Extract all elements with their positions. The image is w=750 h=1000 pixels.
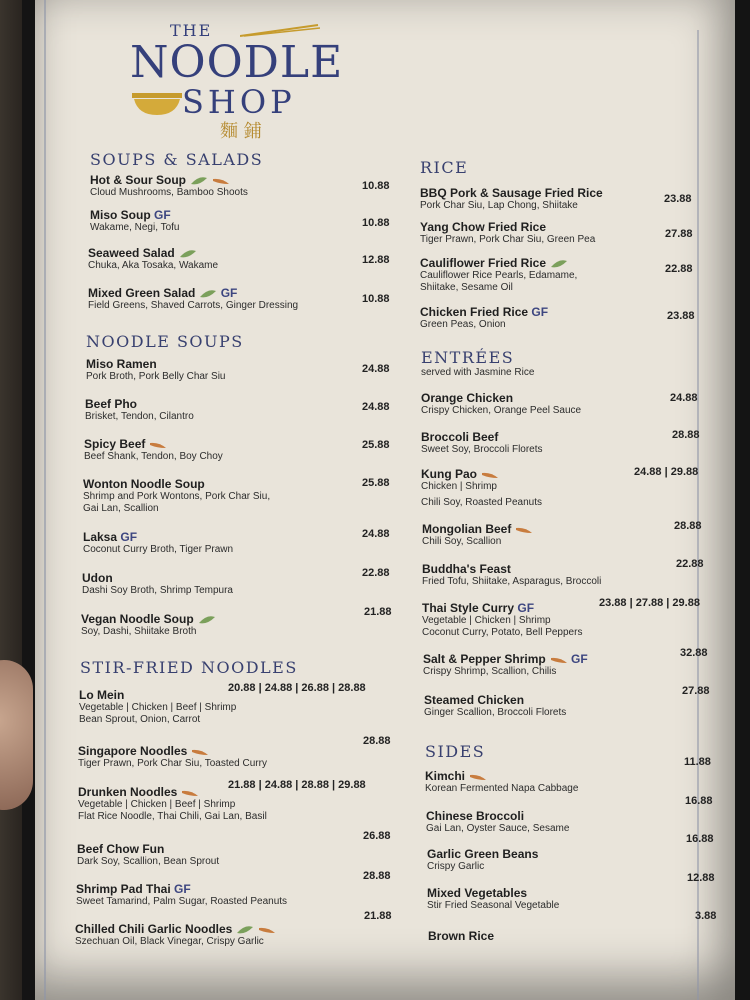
item-name: Lo Mein bbox=[79, 688, 125, 702]
section-title-rice: RICE bbox=[420, 158, 469, 177]
menu-item bbox=[422, 522, 533, 548]
item-price: 32.88 bbox=[680, 647, 708, 659]
item-name: Mixed Vegetables bbox=[427, 886, 528, 900]
item-price: 24.88 bbox=[670, 392, 698, 404]
menu-item bbox=[427, 886, 559, 912]
menu-item bbox=[423, 652, 588, 678]
item-description: Chuka, Aka Tosaka, Wakame bbox=[88, 260, 219, 271]
item-price: 25.88 bbox=[362, 439, 390, 451]
menu-item bbox=[420, 256, 577, 294]
section-title-noodle-soups: NOODLE SOUPS bbox=[86, 332, 244, 351]
menu-item bbox=[421, 391, 581, 417]
item-description-line2: Coconut Curry, Potato, Bell Peppers bbox=[422, 627, 583, 638]
item-price: 22.88 bbox=[665, 263, 693, 275]
item-name: Miso Ramen bbox=[86, 357, 157, 371]
item-price: 22.88 bbox=[362, 567, 390, 579]
item-name: Kimchi bbox=[425, 769, 466, 783]
item-name: Cauliflower Fried Rice bbox=[420, 256, 547, 270]
item-price: 11.88 bbox=[684, 756, 711, 768]
vegetarian-leaf-icon bbox=[198, 616, 216, 624]
item-name: Salt & Pepper Shrimp bbox=[423, 652, 546, 666]
item-name: Wonton Noodle Soup bbox=[83, 477, 205, 491]
menu-item bbox=[422, 601, 582, 639]
item-description: Sweet Soy, Broccoli Florets bbox=[421, 444, 543, 455]
item-price: 23.88 | 27.88 | 29.88 bbox=[599, 597, 700, 609]
item-price: 10.88 bbox=[362, 293, 390, 305]
item-name: Beef Chow Fun bbox=[77, 842, 165, 856]
item-name: Laksa bbox=[83, 530, 118, 544]
item-description: Beef Shank, Tendon, Boy Choy bbox=[84, 451, 223, 462]
menu-item bbox=[84, 437, 223, 463]
item-name: Chinese Broccoli bbox=[426, 809, 525, 823]
item-name: Shrimp Pad Thai bbox=[76, 882, 171, 896]
item-description: Crispy Garlic bbox=[427, 861, 485, 872]
item-price: 24.88 bbox=[362, 401, 390, 413]
menu-item bbox=[420, 220, 595, 246]
gluten-free-badge: GF bbox=[154, 208, 171, 222]
spicy-pepper-icon bbox=[258, 926, 276, 934]
item-description: Wakame, Negi, Tofu bbox=[90, 222, 180, 233]
vegetarian-leaf-icon bbox=[199, 290, 217, 298]
spicy-pepper-icon bbox=[181, 789, 199, 797]
chopsticks-icon bbox=[240, 23, 320, 37]
item-price: 23.88 bbox=[664, 193, 692, 205]
logo-the: THE bbox=[170, 21, 213, 40]
vegetarian-leaf-icon bbox=[179, 250, 197, 258]
item-name: Singapore Noodles bbox=[78, 744, 188, 758]
menu-item bbox=[420, 305, 548, 331]
menu-item bbox=[86, 357, 226, 383]
menu-item bbox=[90, 208, 179, 234]
item-description: Gai Lan, Oyster Sauce, Sesame bbox=[426, 823, 570, 834]
item-price: 24.88 bbox=[362, 363, 390, 375]
item-description: Dark Soy, Scallion, Bean Sprout bbox=[77, 856, 220, 867]
spicy-pepper-icon bbox=[515, 526, 533, 534]
page-border-right bbox=[697, 30, 699, 1000]
item-price: 10.88 bbox=[362, 217, 390, 229]
item-price: 22.88 bbox=[676, 558, 704, 570]
menu-item bbox=[90, 173, 248, 199]
gluten-free-badge: GF bbox=[120, 530, 138, 544]
item-description: Crispy Shrimp, Scallion, Chilis bbox=[423, 666, 557, 677]
item-price: 27.88 bbox=[665, 228, 693, 240]
item-description: Cloud Mushrooms, Bamboo Shoots bbox=[90, 187, 248, 198]
menu-item bbox=[88, 286, 298, 312]
item-description: Pork Broth, Pork Belly Char Siu bbox=[86, 371, 226, 382]
menu-item bbox=[75, 922, 276, 948]
item-description: Szechuan Oil, Black Vinegar, Crispy Garlic bbox=[75, 936, 264, 947]
menu-item bbox=[425, 769, 578, 795]
thumb-holding-menu bbox=[0, 660, 33, 810]
section-title-sides: SIDES bbox=[425, 742, 486, 761]
gluten-free-badge: GF bbox=[220, 286, 238, 300]
item-description: Coconut Curry Broth, Tiger Prawn bbox=[83, 544, 234, 555]
item-name: Vegan Noodle Soup bbox=[81, 612, 194, 626]
item-price: 12.88 bbox=[362, 254, 390, 266]
item-description: Chili Soy, Scallion bbox=[422, 536, 502, 547]
item-name: BBQ Pork & Sausage Fried Rice bbox=[420, 186, 603, 200]
noodle-bowl-icon bbox=[132, 91, 182, 117]
spicy-pepper-icon bbox=[481, 471, 499, 479]
item-description: Vegetable | Chicken | Beef | Shrimp bbox=[79, 702, 237, 713]
vegetarian-leaf-icon bbox=[190, 177, 208, 185]
vegetarian-leaf-icon bbox=[550, 260, 568, 268]
item-name: Spicy Beef bbox=[84, 437, 146, 451]
item-price: 28.88 bbox=[363, 735, 391, 747]
gluten-free-badge: GF bbox=[517, 601, 535, 615]
item-price: 28.88 bbox=[363, 870, 391, 882]
item-description: Green Peas, Onion bbox=[420, 319, 506, 330]
item-price: 3.88 bbox=[695, 910, 717, 922]
item-name: Yang Chow Fried Rice bbox=[420, 220, 547, 234]
item-price: 20.88 | 24.88 | 26.88 | 28.88 bbox=[228, 682, 366, 694]
menu-item bbox=[427, 847, 538, 873]
menu-item bbox=[421, 467, 542, 509]
item-description: Ginger Scallion, Broccoli Florets bbox=[424, 707, 567, 718]
section-subtitle: served with Jasmine Rice bbox=[421, 367, 535, 378]
item-price: 24.88 | 29.88 bbox=[634, 466, 699, 478]
item-price: 24.88 bbox=[362, 528, 390, 540]
item-description: Field Greens, Shaved Carrots, Ginger Dressing bbox=[88, 300, 299, 311]
item-price: 27.88 bbox=[682, 685, 710, 697]
spicy-pepper-icon bbox=[191, 748, 209, 756]
item-price: 16.88 bbox=[686, 833, 714, 845]
gluten-free-badge: GF bbox=[174, 882, 191, 896]
item-description-line2: Gai Lan, Scallion bbox=[83, 503, 159, 514]
spicy-pepper-icon bbox=[550, 656, 568, 664]
item-name: Orange Chicken bbox=[421, 391, 514, 405]
item-name: Garlic Green Beans bbox=[427, 847, 539, 861]
item-description: Vegetable | Chicken | Beef | Shrimp bbox=[78, 799, 236, 810]
item-name: Hot & Sour Soup bbox=[90, 173, 186, 187]
menu-item bbox=[83, 530, 233, 556]
item-price: 25.88 bbox=[362, 477, 390, 489]
page-border-left bbox=[44, 0, 46, 1000]
menu-item bbox=[428, 929, 494, 943]
item-name: Udon bbox=[82, 571, 113, 585]
item-price: 26.88 bbox=[363, 830, 391, 842]
item-price: 16.88 bbox=[685, 795, 713, 807]
menu-item bbox=[82, 571, 233, 597]
item-name: Seaweed Salad bbox=[88, 246, 175, 260]
item-name: Buddha's Feast bbox=[422, 562, 511, 576]
menu-item bbox=[420, 186, 603, 212]
item-name: Chicken Fried Rice bbox=[420, 305, 529, 319]
item-description-line2: Flat Rice Noodle, Thai Chili, Gai Lan, Basil bbox=[78, 811, 267, 822]
menu-item bbox=[88, 246, 218, 272]
item-price: 28.88 bbox=[674, 520, 702, 532]
menu-item bbox=[421, 430, 543, 456]
menu-item bbox=[85, 397, 194, 423]
item-description: Brisket, Tendon, Cilantro bbox=[85, 411, 194, 422]
item-name: Thai Style Curry bbox=[422, 601, 515, 615]
item-price: 23.88 bbox=[667, 310, 695, 322]
item-name: Broccoli Beef bbox=[421, 430, 499, 444]
vegetarian-leaf-icon bbox=[236, 926, 254, 934]
item-description: Fried Tofu, Shiitake, Asparagus, Broccoli bbox=[422, 576, 602, 587]
item-description: Sweet Tamarind, Palm Sugar, Roasted Peanuts bbox=[76, 896, 288, 907]
item-description-line2: Bean Sprout, Onion, Carrot bbox=[79, 714, 201, 725]
item-name: Miso Soup bbox=[90, 208, 151, 222]
menu-item bbox=[424, 693, 566, 719]
section-title-entrees: ENTRÉES bbox=[421, 348, 515, 367]
item-name: Chilled Chili Garlic Noodles bbox=[75, 922, 233, 936]
logo-shop: SHOP bbox=[182, 83, 296, 121]
section-title-soups-salads: SOUPS & SALADS bbox=[90, 150, 264, 169]
spicy-pepper-icon bbox=[149, 441, 167, 449]
item-name: Brown Rice bbox=[428, 929, 495, 943]
item-description: Dashi Soy Broth, Shrimp Tempura bbox=[82, 585, 233, 596]
item-name: Beef Pho bbox=[85, 397, 138, 411]
gluten-free-badge: GF bbox=[531, 305, 549, 319]
restaurant-logo bbox=[120, 15, 350, 140]
item-price: 21.88 | 24.88 | 28.88 | 29.88 bbox=[228, 779, 366, 791]
menu-item bbox=[81, 612, 216, 638]
item-description: Korean Fermented Napa Cabbage bbox=[425, 783, 579, 794]
item-description: Chicken | Shrimp bbox=[421, 481, 497, 492]
item-name: Steamed Chicken bbox=[424, 693, 525, 707]
menu-item bbox=[83, 477, 270, 515]
item-description: Shrimp and Pork Wontons, Pork Char Siu, bbox=[83, 491, 271, 502]
menu-item bbox=[79, 688, 236, 726]
menu-item bbox=[76, 882, 287, 908]
spicy-pepper-icon bbox=[212, 177, 230, 185]
item-description: Tiger Prawn, Pork Char Siu, Toasted Curry bbox=[78, 758, 267, 769]
item-description: Crispy Chicken, Orange Peel Sauce bbox=[421, 405, 582, 416]
logo-noodle: NOODLE bbox=[130, 37, 344, 88]
menu-item bbox=[426, 809, 569, 835]
item-price: 28.88 bbox=[672, 429, 700, 441]
item-description: Soy, Dashi, Shiitake Broth bbox=[81, 626, 197, 637]
item-price: 21.88 bbox=[364, 910, 392, 922]
item-description-line2: Chili Soy, Roasted Peanuts bbox=[421, 497, 542, 508]
item-description-line2: Shiitake, Sesame Oil bbox=[420, 282, 513, 293]
item-name: Drunken Noodles bbox=[78, 785, 178, 799]
item-description: Stir Fried Seasonal Vegetable bbox=[427, 900, 560, 911]
item-price: 21.88 bbox=[364, 606, 392, 618]
item-price: 10.88 bbox=[362, 180, 390, 192]
gluten-free-badge: GF bbox=[571, 652, 588, 666]
item-description: Tiger Prawn, Pork Char Siu, Green Pea bbox=[420, 234, 596, 245]
item-name: Kung Pao bbox=[421, 467, 477, 481]
logo-chinese-characters: 麵 鋪 bbox=[220, 121, 262, 142]
item-description: Vegetable | Chicken | Shrimp bbox=[422, 615, 551, 626]
menu-item bbox=[422, 562, 601, 588]
item-description: Pork Char Siu, Lap Chong, Shiitake bbox=[420, 200, 578, 211]
menu-item bbox=[77, 842, 219, 868]
menu-item bbox=[78, 744, 267, 770]
item-price: 12.88 bbox=[687, 872, 715, 884]
section-title-stir-fried-noodles: STIR-FRIED NOODLES bbox=[80, 658, 298, 677]
item-description: Cauliflower Rice Pearls, Edamame, bbox=[420, 270, 578, 281]
spicy-pepper-icon bbox=[469, 773, 487, 781]
item-name: Mongolian Beef bbox=[422, 522, 512, 536]
item-name: Mixed Green Salad bbox=[88, 286, 196, 300]
